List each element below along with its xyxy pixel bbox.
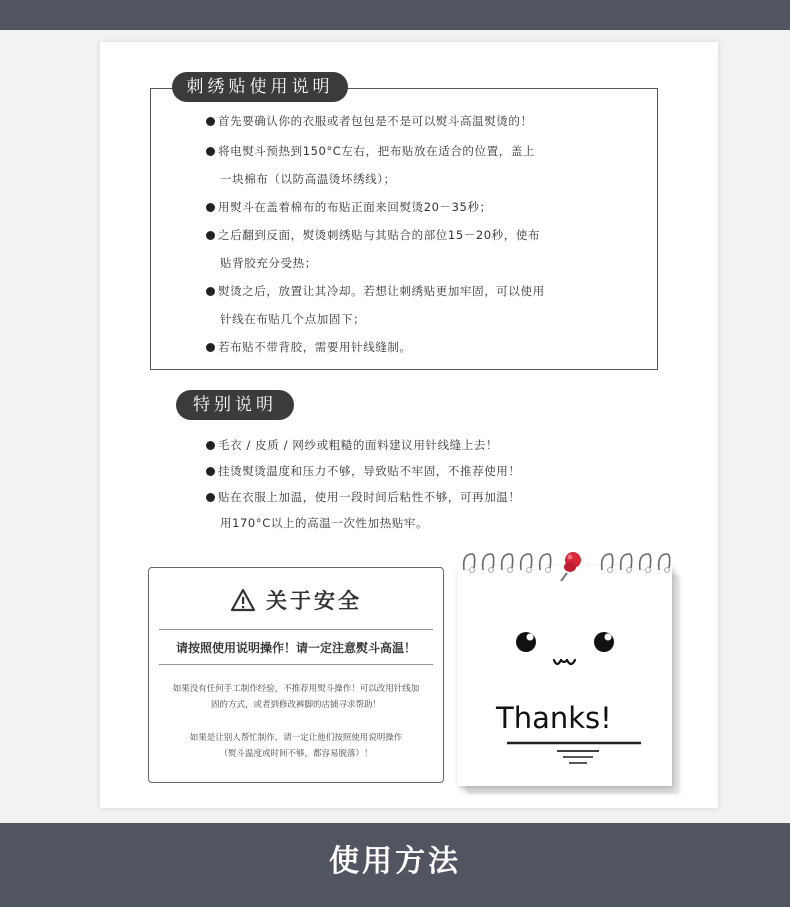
bullet-icon [206, 493, 215, 502]
special-line: 用170°C以上的高温一次性加热贴牢。 [220, 516, 429, 530]
underline-icon [505, 738, 655, 768]
bullet-icon [206, 231, 215, 240]
safety-title: 关于安全 [266, 589, 362, 613]
section-title-special: 特别说明 [176, 390, 294, 420]
usage-line: 若布贴不带背胶，需要用针线缝制。 [206, 339, 412, 355]
usage-line: 将电熨斗预热到150°C左右，把布贴放在适合的位置，盖上 [206, 143, 535, 159]
safety-heading [149, 586, 443, 616]
thanks-text: Thanks! [496, 701, 612, 735]
divider [159, 629, 433, 630]
bullet-icon [206, 147, 215, 156]
divider [159, 664, 433, 665]
warning-triangle-icon [230, 588, 256, 612]
bullet-icon [206, 287, 215, 296]
usage-line: 一块棉布（以防高温烫坏绣线）； [220, 172, 396, 186]
section-title-usage: 刺绣贴使用说明 [172, 72, 348, 102]
safety-note-line: 如果没有任何手工制作经验，不推荐用熨斗操作！可以改用针线加 [172, 684, 420, 694]
bullet-icon [206, 343, 215, 352]
usage-line: 首先要确认你的衣服或者包包是不是可以熨斗高温熨烫的！ [206, 113, 533, 129]
bullet-icon [206, 467, 215, 476]
push-pin-icon [552, 547, 592, 587]
usage-line: 用熨斗在盖着棉布的布贴正面来回熨烫20－35秒； [206, 199, 492, 215]
safety-box [148, 567, 444, 783]
bullet-icon [206, 441, 215, 450]
bullet-icon [206, 203, 215, 212]
usage-line: 之后翻到反面，熨烫刺绣贴与其贴合的部位15－20秒，使布 [206, 227, 540, 243]
special-line: 贴在衣服上加温，使用一段时间后粘性不够，可再加温！ [206, 489, 521, 505]
safety-note-line: 如果是让别人帮忙制作，请一定让他们按照使用说明操作 [189, 733, 403, 743]
safety-warning: 请按照使用说明操作！请一定注意熨斗高温！ [175, 641, 416, 655]
safety-note-line: （熨斗温度或时间不够，都容易脱落）！ [219, 749, 373, 759]
smiley-face-icon [508, 622, 628, 682]
special-line: 毛衣 / 皮质 / 网纱或粗糙的面料建议用针线缝上去！ [206, 437, 498, 453]
special-line: 挂烫熨烫温度和压力不够，导致贴不牢固，不推荐使用！ [206, 463, 521, 479]
usage-line: 贴背胶充分受热； [220, 256, 317, 270]
usage-line: 熨烫之后，放置让其冷却。若想让刺绣贴更加牢固，可以使用 [206, 283, 545, 299]
top-bar [0, 0, 790, 30]
usage-line: 针线在布贴几个点加固下； [220, 312, 366, 326]
footer-title: 使用方法 [329, 844, 461, 879]
bullet-icon [206, 117, 215, 126]
safety-note-line: 固的方式，或者到修改裤脚的店铺寻求帮助！ [210, 700, 381, 710]
